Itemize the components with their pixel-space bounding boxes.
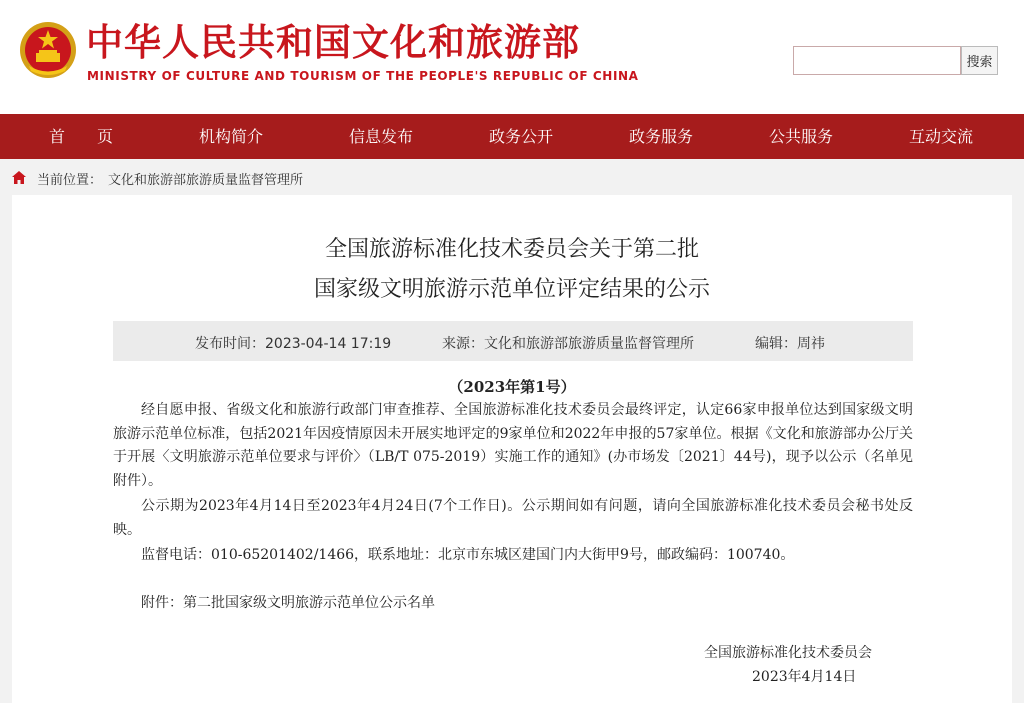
breadcrumb-link[interactable]: 文化和旅游部旅游质量监督管理所 (108, 173, 304, 188)
search-button[interactable]: 搜索 (961, 46, 998, 75)
nav-item-gov-services[interactable]: 政务服务 (629, 127, 694, 146)
breadcrumb-label: 当前位置： (37, 173, 103, 188)
article-title-line2: 国家级文明旅游示范单位评定结果的公示 (313, 277, 710, 302)
nav-item-interaction[interactable]: 互动交流 (909, 127, 974, 146)
home-icon (12, 171, 26, 184)
sign-date: 2023年4月14日 (752, 669, 857, 685)
article-title-line1: 全国旅游标准化技术委员会关于第二批 (324, 237, 699, 262)
issue-number: （2023年第1号） (448, 378, 576, 396)
article-meta-bar (113, 321, 913, 361)
body-paragraph-1: 经自愿申报、省级文化和旅游行政部门审查推荐、全国旅游标准化技术委员会最终评定，认定66家申报单位达到国家级文明旅游示范单位标准，包括2021年因疫情原因未开展实地评定的9家单位和2022年申报的57家单位。根据《文化和旅游部办公厅关于开展〈文明旅游示范单位要求与评价〉（LB/T 075-2019）实施工作的通知》(办市场发〔2021〕44号)，现予以公示（名单见附件）。 (113, 402, 913, 489)
site-subtitle: MINISTRY OF CULTURE AND TOURISM OF THE PEOPLE'S REPUBLIC OF CHINA (87, 69, 639, 83)
article-editor: 编辑：周祎 (755, 336, 825, 352)
nav-item-home[interactable]: 首 页 (49, 127, 114, 146)
body-paragraph-2: 公示期为2023年4月14日至2023年4月24日(7个工作日)。公示期间如有问题，请向全国旅游标准化技术委员会秘书处反映。 (113, 498, 913, 538)
search-input[interactable] (793, 46, 961, 75)
article-source: 来源：文化和旅游部旅游质量监督管理所 (442, 336, 694, 352)
nav-item-public-services[interactable]: 公共服务 (769, 127, 834, 146)
body-paragraph-3: 监督电话：010-65201402/1466，联系地址：北京市东城区建国门内大街甲9号，邮政编码：100740。 (141, 547, 795, 563)
site-title[interactable]: 中华人民共和国文化和旅游部 (86, 21, 580, 64)
main-nav (0, 114, 1024, 159)
breadcrumb (0, 159, 1024, 195)
publish-time: 发布时间：2023-04-14 17:19 (195, 336, 392, 352)
signer: 全国旅游标准化技术委员会 (704, 645, 872, 661)
national-emblem-icon (19, 21, 77, 79)
article-container (12, 195, 1012, 703)
nav-item-news[interactable]: 信息发布 (349, 127, 414, 146)
nav-item-about[interactable]: 机构简介 (199, 127, 264, 146)
nav-item-gov-affairs[interactable]: 政务公开 (489, 127, 554, 146)
site-header (0, 0, 1024, 114)
attachment-link[interactable]: 附件：第二批国家级文明旅游示范单位公示名单 (141, 595, 435, 611)
